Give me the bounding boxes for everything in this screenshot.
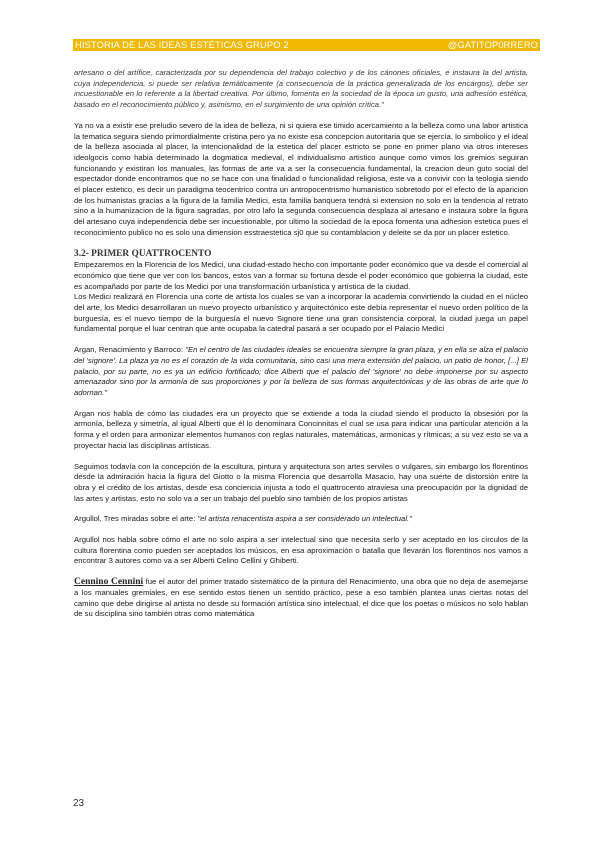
author-name: Cennino Cennini <box>74 577 144 588</box>
body-paragraph: Los Medici realizará en Florencia una corte de artista los cuales se van a incorporar la academia convirtiendo la ciudad en el núcleo del arte, los Medici desarrollaran un nuevo proyecto urbanístico y arquitectónico este debía representar el nuevo orden político de la burguesía, es el nuevo tiempo de la burguesía el nuevo Signore tiene una gran consistencia corporal, la ciudad juega un papel fundamental porque el luar centran que ante ocupaba la catedral pasará a ser ocupado por el Palacio Medici <box>74 292 528 334</box>
page-content <box>74 68 528 620</box>
page-number: 23 <box>73 798 85 809</box>
citation-source: Argan, Renacimiento y Barroco: <box>74 345 186 355</box>
page-header <box>73 39 540 51</box>
header-title: HISTORIA DE LAS IDEAS ESTÉTICAS GRUPO 2 <box>75 39 289 50</box>
header-author-handle: @GATITOP0RRERO <box>447 39 538 50</box>
citation-quote: "En el centro de las ciudades ideales se encuentra siempre la gran plaza, y en ella se alza el palacio del 'signore'. La plaza ya no es el corazón de la vida comunitaria, sino casi una mera extensión del palacio, un patio de honor, [...] El palacio, por su parte, no es ya un edificio fortificado; dice Alberti que el palacio del 'signore' no debe imponerse por su aspecto amenazador sino por la armonía de sus proporciones y por la belleza de sus formas arquitectónicas y de las obras de arte que lo adornan." <box>74 345 528 397</box>
quote-paragraph: artesano o del artífice, caracterizada por su dependencia del trabajo colectivo y de los cánones oficiales, e instaura la del artista, cuya independencia, si puede ser relativa temáticamente (a consecuencia de la práctica generalizada de los encargos), debe ser incuestionable en lo referente a la libertad creativa. Por último, fomenta en la sociedad de la época un gusto, una adhesión estética, basado en el reconocimiento público y, asimismo, en el surgimiento de una opinión crítica." <box>74 68 528 110</box>
body-paragraph: Argullol nos habla sobre cómo el arte no solo aspira a ser intelectual sino que necesita serlo y ser aceptado en los círculos de la cultura florentina como pueden ser aceptados los músicos, en esa aproximación o batalla que llevarán los florentinos nos vamos a encontrar 3 autores como va a ser Alberti Celino Cellini y Ghiberti. <box>74 535 528 566</box>
citation-paragraph <box>74 514 528 525</box>
section-heading: 3.2- PRIMER QUATTROCENTO <box>74 248 212 259</box>
body-paragraph: Ya no va a existir ese preludio severo de la idea de belleza, ni si quiera ese timido acercamiento a la belleza como una labor artistica la tematica seguira siendo primordialmente cristina pero ya no existe esa concepcion autoritaria que se ejercía, lo simbolico y el ideal de la belleza asociada al placer, la intencionalidad de la estetica del placer estricto se pone en primer plano via otros intereses ideolgocis como habia determinado la dogmatica medieval, el individualismo artistico aunque como vimos los gremios seguiran funcionando y existiran los manuales, las formas de arte va a ser la consecuencia fundamental, la creacion deun guto social del espectador donde encontramos que no se hace con una finalidad o funcionalidad religiosa, este va a convivir con la teologia siendo el placer estetico, es decir un paradigma teocentrico contra un antropocentrismo humanistico sobretodo por el efecto de la aparicion de los humanistas gracias a la figura de la familia Medici, esta familia banquera tendrá si extension no solo en la tendencia al retrato sino a la humanizacion de la figura sagradas, por otro lafo la segunda consecuencia desplaza al artesano e instaura sobre la figura del artesano cuya independencia debe ser incuestionable, por ultimo la sociedad de la epoca fomenta una adhesion estetica pues el reconocimiento publico no es solo una dimension esstraestetica sj0 que su contamblacion y deleite se da por un placer estetico. <box>74 120 528 237</box>
citation-source: Argullol, Tres miradas sobre el arte: <box>74 514 198 524</box>
body-paragraph: Argan nos habla de cómo las ciudades era un proyecto que se extiende a toda la ciudad siendo el producto la obsesión por la armonía, belleza y simetría, al igual Alberti que él lo denominara Concinnitas el cual se usa para indicar una particular atención a la forma y el orden para armonizar elementos humanos con reglas naturales, matemáticas, armonicas y rítmicas; a su vez esto se va a proyectar hacia las disciplinas artísticas. <box>74 408 528 450</box>
citation-quote: "el artista renacentista aspira a ser considerado un intelectual." <box>197 514 412 524</box>
paragraph-text: fue el autor del primer tratado sistemático de la pintura del Renacimiento, una obra que no deja de asemejarse a los manuales gremiales, en ese sentido estos tienen un sentido práctico, pese a eso también plantea unas ciertas notas del camino que debe dirigirse al artista no desde su formación artística sino intelectual, el dice que los poetas o músicos no solo hablan de su disciplina sino también otras como matemática <box>74 577 528 619</box>
body-paragraph: Seguimos todavía con la concepción de la escultura, pintura y arquitectura son artes serviles o vulgares, sin embargo los florentinos desde la admiración hacia la figura del Giotto o la misma Florencia que desarrolla Masacio, hay una suerte de distorsión entre la obra y el crédito de los artistas, desde esa conciencia injusta a todo el quattrocento atraviesa una preocupación por la dignidad de las artes y artistas, esto no solo va a ser un trabajo del pueblo sino también de los propios artistas <box>74 461 528 503</box>
body-paragraph: Empezaremos en la Florencia de los Medici, una ciudad-estado hecho con importante poder económico que va desde el comercial al económico que tiene que ver con los bancos, estos van a formar su fortuna desde el poder económico que gobierna la ciudad, este es acompañado por parte de los Medici por una transformación urbanística y artística de la ciudad. <box>74 260 528 291</box>
citation-paragraph <box>74 345 528 399</box>
body-paragraph <box>74 577 528 620</box>
